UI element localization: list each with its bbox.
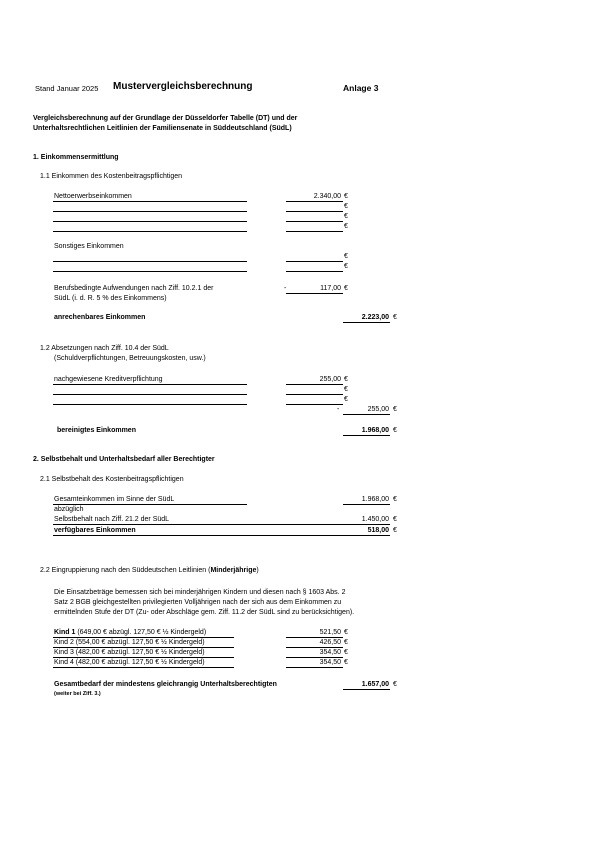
kind-line	[53, 647, 234, 648]
blank-input-line	[53, 394, 247, 395]
euro-sign: €	[344, 659, 348, 666]
kind-line	[53, 667, 234, 668]
euro-sign: €	[393, 427, 397, 434]
verfuegbar-label: verfügbares Einkommen	[54, 527, 136, 534]
minderjaehrige-label: Minderjährige	[210, 567, 257, 574]
euro-sign: €	[393, 527, 397, 534]
bereinigt-label: bereinigtes Einkommen	[57, 427, 136, 434]
explanation-line-2: Satz 2 BGB gleichgestellten privilegierten Volljährigen nach der sich aus dem Einkommen zu	[54, 599, 342, 606]
kind-row	[54, 659, 205, 666]
subsection-2-2	[40, 567, 259, 574]
anrechenbar-label: anrechenbares Einkommen	[54, 314, 146, 321]
anrechenbar-value-line	[343, 322, 390, 323]
blank-value-line	[286, 211, 343, 212]
gesamteinkommen-value-line	[343, 504, 390, 505]
blank-input-line	[53, 221, 247, 222]
euro-sign: €	[393, 314, 397, 321]
bereinigt-value: 1.968,00	[361, 427, 389, 434]
kind-detail: (649,00 € abzügl. 127,50 € ½ Kindergeld)	[75, 629, 207, 636]
gesamtbedarf-value: 1.657,00	[361, 681, 389, 688]
netto-label: Nettoerwerbseinkommen	[54, 193, 132, 200]
kind-value-line	[286, 647, 343, 648]
gesamteinkommen-label: Gesamteinkommen im Sinne der SüdL	[54, 496, 175, 503]
kind-row	[54, 639, 205, 646]
kind-detail: (482,00 € abzügl. 127,50 € ½ Kindergeld)	[73, 659, 205, 666]
subsection-2-2-close: )	[256, 567, 259, 574]
blank-input-line	[53, 261, 247, 262]
kind-line	[53, 657, 234, 658]
kind-row	[54, 629, 206, 636]
stand-date: Stand Januar 2025	[35, 84, 99, 93]
euro-sign: €	[344, 253, 348, 260]
kind-detail: (482,00 € abzügl. 127,50 € ½ Kindergeld)	[73, 649, 205, 656]
subsection-1-2: 1.2 Absetzungen nach Ziff. 10.4 der SüdL	[40, 345, 169, 352]
absetzung-value: 255,00	[367, 406, 389, 413]
subsection-1-2-note: (Schuldverpflichtungen, Betreuungskosten, usw.)	[54, 355, 206, 362]
kind-name: Kind 2	[54, 639, 74, 646]
page-title: Mustervergleichsberechnung	[113, 81, 253, 92]
euro-sign: €	[344, 396, 348, 403]
kind-detail: (554,00 € abzügl. 127,50 € ½ Kindergeld)	[73, 639, 205, 646]
explanation-line-1: Die Einsatzbeträge bemessen sich bei minderjährigen Kindern und diesen nach § 1603 Abs. 2	[54, 589, 346, 596]
section-1-title: 1. Einkommensermittlung	[33, 154, 119, 161]
intro-line-2: Unterhaltsrechtlichen Leitlinien der Familiensenate in Süddeutschland (SüdL)	[33, 125, 292, 132]
kredit-value-line	[286, 384, 343, 385]
selbstbehalt-label: Selbstbehalt nach Ziff. 21.2 der SüdL	[54, 516, 170, 523]
kind-name: Kind 4	[54, 659, 74, 666]
kind-value: 521,50	[319, 629, 341, 636]
netto-value: 2.340,00	[313, 193, 341, 200]
minus-sign: -	[337, 406, 340, 413]
gesamteinkommen-line	[53, 504, 247, 505]
euro-sign: €	[344, 285, 348, 292]
euro-sign: €	[344, 386, 348, 393]
netto-label-line	[53, 201, 247, 202]
euro-sign: €	[344, 193, 348, 200]
kind-value-line	[286, 667, 343, 668]
minus-sign: -	[284, 285, 287, 292]
euro-sign: €	[344, 376, 348, 383]
kind-name: Kind 1	[54, 629, 76, 636]
euro-sign: €	[344, 213, 348, 220]
subsection-2-2-text: 2.2 Eingruppierung nach den Süddeutschen Leitlinien (	[40, 567, 211, 574]
anrechenbar-value: 2.223,00	[361, 314, 389, 321]
blank-input-line	[53, 231, 247, 232]
subsection-1-1: 1.1 Einkommen des Kostenbeitragspflichtigen	[40, 173, 183, 180]
kredit-value: 255,00	[319, 376, 341, 383]
bereinigt-value-line	[343, 435, 390, 436]
blank-value-line	[286, 221, 343, 222]
gesamtbedarf-label: Gesamtbedarf der mindestens gleichrangig Unterhaltsberechtigten	[54, 681, 277, 688]
berufsbedingt-value: 117,00	[320, 285, 341, 292]
blank-value-line	[286, 404, 343, 405]
kind-value-line	[286, 657, 343, 658]
euro-sign: €	[344, 629, 348, 636]
euro-sign: €	[344, 649, 348, 656]
kind-value: 426,50	[319, 639, 341, 646]
euro-sign: €	[344, 203, 348, 210]
kind-value: 354,50	[319, 659, 341, 666]
euro-sign: €	[344, 639, 348, 646]
euro-sign: €	[393, 406, 397, 413]
explanation-line-3: ermittelnden Stufe der DT (Zu- oder Abschläge gem. Ziff. 11.2 der SüdL sind zu berücksichtigen).	[54, 609, 355, 616]
blank-value-line	[286, 271, 343, 272]
kredit-label: nachgewiesene Kreditverpflichtung	[54, 376, 163, 383]
section-2-title: 2. Selbstbehalt und Unterhaltsbedarf aller Berechtigter	[33, 456, 215, 463]
kind-line	[53, 637, 234, 638]
verfuegbar-value: 518,00	[367, 527, 389, 534]
absetzung-value-line	[343, 414, 390, 415]
kind-value: 354,50	[319, 649, 341, 656]
blank-input-line	[53, 211, 247, 212]
euro-sign: €	[344, 263, 348, 270]
netto-value-line	[286, 201, 343, 202]
blank-input-line	[53, 271, 247, 272]
blank-value-line	[286, 261, 343, 262]
selbstbehalt-value: 1.450,00	[361, 516, 389, 523]
blank-input-line	[53, 404, 247, 405]
abzueglich-label: abzüglich	[54, 506, 84, 513]
blank-value-line	[286, 394, 343, 395]
intro-line-1: Vergleichsberechnung auf der Grundlage der Düsseldorfer Tabelle (DT) und der	[33, 115, 298, 122]
total-underline	[53, 535, 390, 536]
weiter-note: (weiter bei Ziff. 3.)	[54, 691, 101, 697]
berufsbedingt-label-2: SüdL (i. d. R. 5 % des Einkommens)	[54, 295, 167, 302]
euro-sign: €	[344, 223, 348, 230]
blank-value-line	[286, 231, 343, 232]
kind-name: Kind 3	[54, 649, 74, 656]
berufsbedingt-value-line	[286, 293, 343, 294]
kredit-label-line	[53, 384, 247, 385]
sum-divider	[53, 524, 390, 525]
subsection-2-1: 2.1 Selbstbehalt des Kostenbeitragspflichtigen	[40, 476, 184, 483]
euro-sign: €	[393, 681, 397, 688]
anlage-label: Anlage 3	[343, 83, 379, 93]
berufsbedingt-label: Berufsbedingte Aufwendungen nach Ziff. 10.2.1 der	[54, 285, 214, 292]
kind-value-line	[286, 637, 343, 638]
euro-sign: €	[393, 496, 397, 503]
gesamtbedarf-value-line	[343, 689, 390, 690]
euro-sign: €	[393, 516, 397, 523]
gesamteinkommen-value: 1.968,00	[361, 496, 389, 503]
sonstiges-label: Sonstiges Einkommen	[54, 243, 124, 250]
kind-row	[54, 649, 205, 656]
